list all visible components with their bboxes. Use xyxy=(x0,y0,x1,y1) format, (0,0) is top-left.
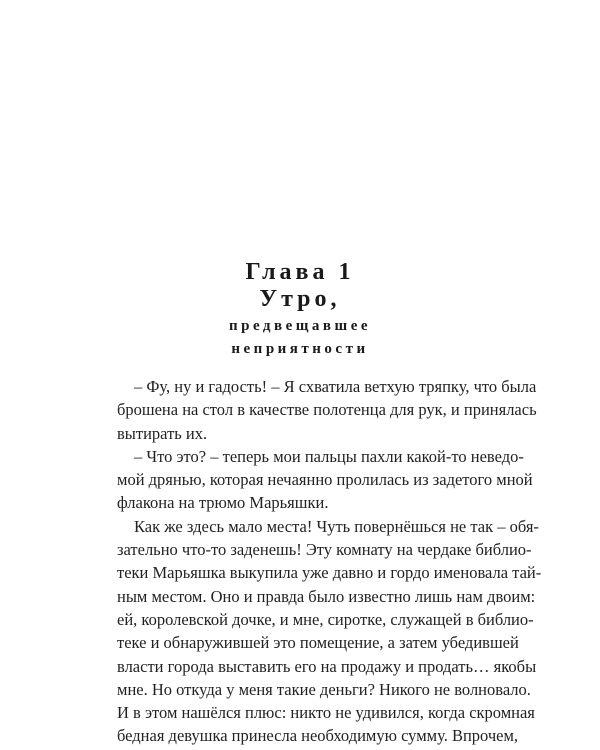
text-line: брошена на стол в качестве полотенца для рук, и принялась xyxy=(117,400,537,420)
text-line: – Фу, ну и гадость! – Я схватила ветхую тряпку, что была xyxy=(134,377,537,396)
text-line: И в этом нашёлся плюс: никто не удивился, когда скромная xyxy=(117,703,535,723)
chapter-body-text xyxy=(117,375,542,748)
text-line: бедная девушка принесла необходимую сумму. Впрочем, xyxy=(117,726,519,746)
text-line: Как же здесь мало места! Чуть повернёшься не так – обя- xyxy=(134,516,539,536)
text-line: теки Марьяшка выкупила уже давно и гордо именовала тай- xyxy=(117,563,542,583)
text-line: вытирать их. xyxy=(117,423,208,443)
chapter-title-line-3: неприятности xyxy=(231,341,369,357)
text-line: власти города выставить его на продажу и продать… якобы xyxy=(117,656,537,676)
chapter-number: Глава 1 xyxy=(245,259,355,285)
chapter-title-line-1: Утро, xyxy=(259,286,341,312)
text-line: теке и обнаружившей это помещение, а затем убедившей xyxy=(117,633,519,653)
text-line: мой дрянью, которая нечаянно пролилась из задетого мной xyxy=(117,470,533,490)
text-line: ным местом. Оно и правда было известно лишь нам двоим: xyxy=(117,586,536,606)
text-line: зательно что-то заденешь! Эту комнату на чердаке библио- xyxy=(117,540,532,560)
chapter-title-line-2: предвещавшее xyxy=(228,318,372,334)
text-line: флакона на трюмо Марьяшки. xyxy=(117,493,329,513)
text-line: – Что это? – теперь мои пальцы пахли какой-то неведо- xyxy=(134,446,524,466)
text-line: ей, королевской дочке, и мне, сиротке, служащей в библио- xyxy=(117,609,534,629)
text-line: мне. Но откуда у меня такие деньги? Никого не волновало. xyxy=(117,679,531,699)
